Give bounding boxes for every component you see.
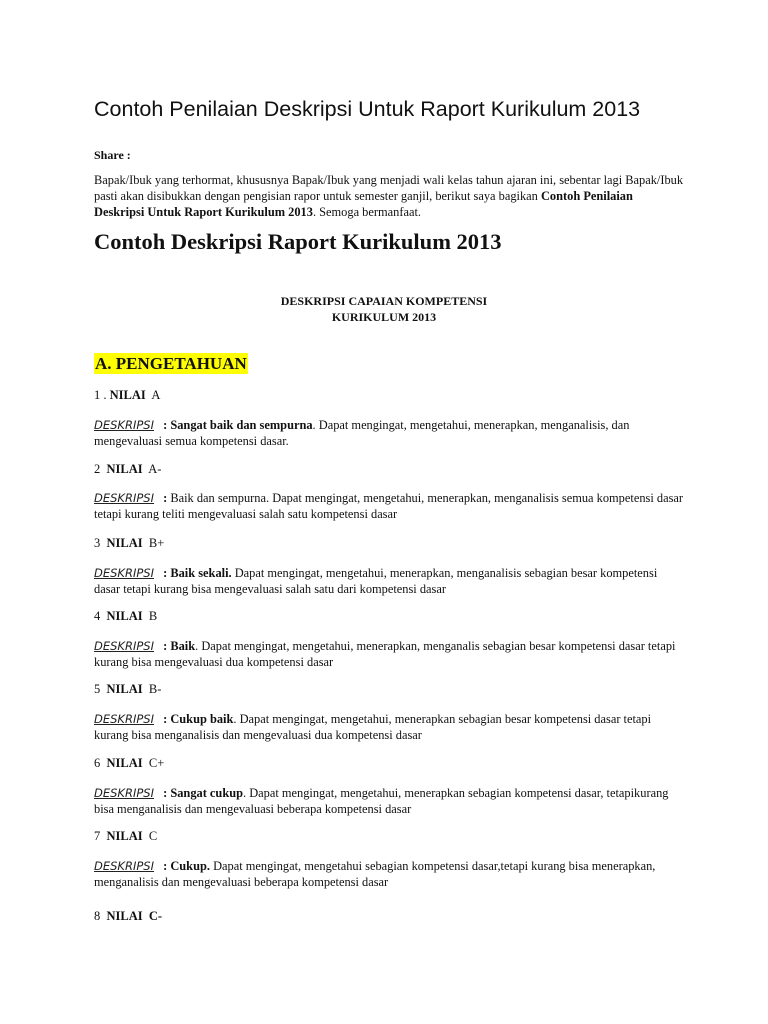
section-heading: Contoh Deskripsi Raport Kurikulum 2013 <box>94 229 502 254</box>
center-title-1: DESKRIPSI CAPAIAN KOMPETENSI <box>280 294 488 308</box>
deskripsi-label: DESKRIPSI <box>94 418 154 432</box>
deskripsi-1 <box>94 418 684 449</box>
deskripsi-bold: Baik <box>170 639 196 653</box>
deskripsi-colon: : <box>163 786 168 800</box>
deskripsi-text: Baik dan sempurna. Dapat mengingat, mengetahui, menerapkan, menganalisis semua kompetensi dasar tetapi kurang teliti mengevaluasi salah satu kompetensi dasar <box>94 491 684 521</box>
nilai-grade: B+ <box>148 536 165 550</box>
deskripsi-colon: : <box>163 491 168 505</box>
deskripsi-label: DESKRIPSI <box>94 859 154 873</box>
deskripsi-label: DESKRIPSI <box>94 786 154 800</box>
nilai-label: NILAI <box>106 909 143 923</box>
nilai-number: 5 <box>94 682 101 696</box>
deskripsi-bold: Baik sekali. <box>170 566 232 580</box>
nilai-number: 6 <box>94 756 101 770</box>
nilai-grade: A <box>151 388 161 402</box>
deskripsi-6 <box>94 786 684 817</box>
center-title-2: KURIKULUM 2013 <box>331 310 437 324</box>
deskripsi-colon: : <box>163 712 168 726</box>
nilai-label: NILAI <box>106 756 143 770</box>
nilai-number: 2 <box>94 462 101 476</box>
nilai-label: NILAI <box>106 609 143 623</box>
deskripsi-2 <box>94 491 684 522</box>
deskripsi-text: . Dapat mengingat, mengetahui, menerapkan sebagian kompetensi dasar, tetapikurang bisa menganalisis dan mengevaluasi beberapa kompetensi dasar <box>94 786 669 816</box>
deskripsi-5 <box>94 712 684 743</box>
deskripsi-bold: Cukup baik <box>170 712 234 726</box>
intro-text-1: Bapak/Ibuk yang terhormat, khususnya Bapak/Ibuk yang menjadi wali kelas tahun ajaran ini, sebentar lagi Bapak/Ibuk pasti akan disibukkan dengan pengisian rapor untuk semester ganjil, berikut saya bagikan <box>94 173 684 203</box>
nilai-number: 1 . <box>94 388 107 402</box>
nilai-grade: C+ <box>148 756 165 770</box>
page-title: Contoh Penilaian Deskripsi Untuk Raport Kurikulum 2013 <box>94 97 641 121</box>
nilai-grade: C- <box>148 909 163 923</box>
deskripsi-bold: Sangat cukup <box>170 786 243 800</box>
nilai-label: NILAI <box>106 462 143 476</box>
deskripsi-text: . Dapat mengingat, mengetahui, menerapkan, menganalisis, dan mengevaluasi semua kompetensi dasar. <box>94 418 630 448</box>
nilai-row-2 <box>94 462 161 477</box>
intro-bold-title: Contoh Penilaian Deskripsi Untuk Raport Kurikulum 2013 <box>94 189 633 219</box>
deskripsi-bold: Cukup. <box>170 859 210 873</box>
deskripsi-label: DESKRIPSI <box>94 639 154 653</box>
deskripsi-colon: : <box>163 418 168 432</box>
deskripsi-label: DESKRIPSI <box>94 712 154 726</box>
nilai-grade: A- <box>148 462 162 476</box>
deskripsi-colon: : <box>163 859 168 873</box>
nilai-number: 7 <box>94 829 101 843</box>
deskripsi-label: DESKRIPSI <box>94 491 154 505</box>
nilai-row-5 <box>94 682 161 697</box>
nilai-label: NILAI <box>106 829 143 843</box>
nilai-row-6 <box>94 756 164 771</box>
section-a-heading: A. PENGETAHUAN <box>95 354 247 373</box>
deskripsi-7 <box>94 859 684 890</box>
deskripsi-bold: Sangat baik dan sempurna <box>170 418 313 432</box>
nilai-label: NILAI <box>106 682 143 696</box>
deskripsi-3 <box>94 566 684 597</box>
nilai-grade: C <box>148 829 158 843</box>
nilai-row-3 <box>94 536 164 551</box>
deskripsi-colon: : <box>163 639 168 653</box>
nilai-number: 4 <box>94 609 101 623</box>
nilai-row-1 <box>94 388 160 403</box>
deskripsi-text: . Dapat mengingat, mengetahui, menerapkan sebagian besar kompetensi dasar tetapi kurang bisa menganalisis dan mengevaluasi dua kompetensi dasar <box>94 712 652 742</box>
nilai-grade: B <box>148 609 158 623</box>
intro-paragraph <box>94 172 684 220</box>
nilai-row-7 <box>94 829 157 844</box>
share-label[interactable]: Share : <box>94 148 131 162</box>
nilai-label: NILAI <box>106 536 143 550</box>
nilai-row-8 <box>94 909 162 924</box>
nilai-number: 8 <box>94 909 101 923</box>
deskripsi-label: DESKRIPSI <box>94 566 154 580</box>
deskripsi-colon: : <box>163 566 168 580</box>
deskripsi-text: Dapat mengingat, mengetahui sebagian kompetensi dasar,tetapi kurang bisa menerapkan, menganalisis dan mengevaluasi beberapa kompetensi dasar <box>94 859 656 889</box>
deskripsi-4 <box>94 639 684 670</box>
nilai-grade: B- <box>148 682 162 696</box>
nilai-label: NILAI <box>109 388 146 402</box>
deskripsi-text: . Dapat mengingat, mengetahui, menerapkan, menganalis sebagian besar kompetensi dasar tetapi kurang bisa mengevaluasi dua kompetensi dasar <box>94 639 676 669</box>
nilai-number: 3 <box>94 536 101 550</box>
nilai-row-4 <box>94 609 157 624</box>
deskripsi-text: Dapat mengingat, mengetahui, menerapkan, menganalisis sebagian besar kompetensi dasar tetapi kurang bisa mengevaluasi salah satu dari kompetensi dasar <box>94 566 658 596</box>
intro-text-2: . Semoga bermanfaat. <box>312 205 421 219</box>
